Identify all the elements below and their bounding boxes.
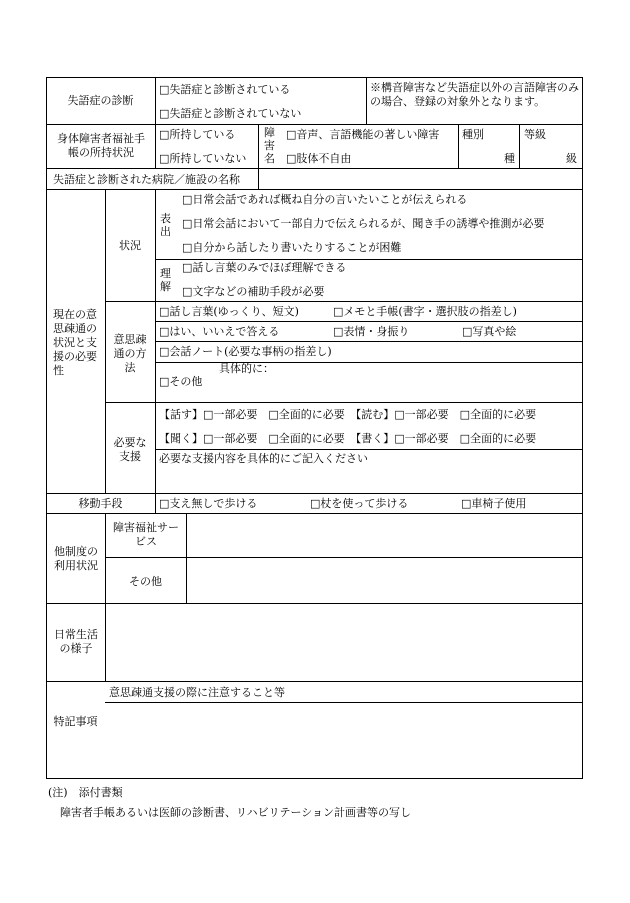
- method-gesture-checkbox[interactable]: □表情・身振り: [333, 325, 410, 338]
- disability-name-label: 障害名: [264, 126, 275, 165]
- method-yesno-checkbox[interactable]: □はい、いいえで答える: [159, 325, 280, 338]
- grade-label: 等級: [524, 128, 546, 141]
- row-line: [46, 168, 583, 169]
- row-line: [46, 493, 583, 494]
- support-label: 必要な支援: [113, 436, 147, 463]
- method-specific-label: 具体的に：: [219, 362, 274, 375]
- mobility-cane-checkbox[interactable]: □杖を使って歩ける: [310, 497, 409, 510]
- expression-label: 表出: [160, 212, 171, 238]
- diagnosis-label: 失語症の診断: [67, 94, 134, 107]
- no-handbook-checkbox[interactable]: □所持していない: [159, 152, 247, 165]
- row-line: [155, 449, 583, 450]
- support-speak-read[interactable]: 【話す】□一部必要 □全面的に必要 【読む】□一部必要 □全面的に必要: [159, 408, 537, 421]
- row-line: [155, 321, 583, 322]
- not-diagnosed-checkbox[interactable]: □失語症と診断されていない: [159, 107, 302, 120]
- row-line: [105, 702, 583, 703]
- method-memo-checkbox[interactable]: □メモと手帳(書字・選択肢の指差し): [333, 305, 517, 318]
- row-line: [46, 681, 583, 682]
- type-unit: 種: [504, 152, 515, 165]
- diagnosis-note: ※構音障害など失語症以外の言語障害のみの場合、登録の対象外となります。: [370, 81, 579, 108]
- status-label: 状況: [119, 239, 141, 252]
- hospital-name-label: 失語症と診断された病院／施設の名称: [53, 173, 240, 186]
- has-handbook-checkbox[interactable]: □所持している: [159, 128, 236, 141]
- col-line: [186, 513, 187, 603]
- comprehension-option-1[interactable]: □話し言葉のみでほぼ理解できる: [182, 261, 347, 274]
- row-line: [155, 341, 583, 342]
- method-other-checkbox[interactable]: □その他: [159, 375, 203, 388]
- col-line: [105, 189, 106, 493]
- type-label: 種別: [462, 128, 484, 141]
- method-label: 意思疎通の方法: [113, 333, 147, 374]
- daily-life-label: 日常生活の様子: [54, 628, 98, 655]
- row-line: [105, 557, 583, 558]
- expression-option-1[interactable]: □日常会話であれば概ね自分の言いたいことが伝えられる: [182, 193, 468, 206]
- method-speech-checkbox[interactable]: □話し言葉(ゆっくり、短文): [159, 305, 299, 318]
- col-line: [258, 124, 259, 189]
- special-notes-label: 特記事項: [53, 715, 98, 728]
- col-line: [519, 124, 520, 168]
- col-line: [366, 77, 367, 124]
- comprehension-label: 理解: [160, 267, 171, 293]
- communication-status-label: 現在の意思疎通の状況と支援の必要性: [53, 308, 97, 377]
- row-line: [46, 189, 583, 190]
- support-detail-prompt: 必要な支援内容を具体的にご記入ください: [159, 452, 368, 465]
- special-notes-sublabel: 意思疎通支援の際に注意すること等: [109, 686, 285, 699]
- row-line: [46, 603, 583, 604]
- other-label: その他: [129, 575, 162, 588]
- handbook-label: 身体障害者福祉手帳の所持状況: [57, 132, 145, 159]
- diagnosed-checkbox[interactable]: □失語症と診断されている: [159, 83, 291, 96]
- method-notebook-checkbox[interactable]: □会話ノート(必要な事柄の指差し): [159, 345, 332, 358]
- col-line: [105, 513, 106, 681]
- speech-disability-checkbox[interactable]: □音声、言語機能の著しい障害: [286, 128, 440, 141]
- attachments-body: 障害者手帳あるいは医師の診断書、リハビリテーション計画書等の写し: [60, 806, 412, 819]
- row-line: [46, 124, 583, 125]
- row-line: [105, 402, 583, 403]
- col-line: [458, 124, 459, 168]
- mobility-label: 移動手段: [78, 497, 123, 510]
- mobility-unassisted-checkbox[interactable]: □支え無しで歩ける: [159, 497, 258, 510]
- expression-option-2[interactable]: □日常会話において一部自力で伝えられるが、聞き手の誘導や推測が必要: [182, 217, 545, 230]
- welfare-services-label: 障害福祉サービス: [113, 521, 179, 548]
- row-line: [105, 301, 583, 302]
- other-systems-label: 他制度の利用状況: [54, 545, 98, 572]
- attachments-title: (注) 添付書類: [48, 786, 123, 799]
- col-line: [155, 77, 156, 168]
- method-picture-checkbox[interactable]: □写真や絵: [462, 325, 517, 338]
- comprehension-option-2[interactable]: □文字などの補助手段が必要: [182, 285, 325, 298]
- row-line: [155, 259, 583, 260]
- row-line: [46, 513, 583, 514]
- expression-option-3[interactable]: □自分から話したり書いたりすることが困難: [182, 241, 402, 254]
- support-listen-write[interactable]: 【聞く】□一部必要 □全面的に必要 【書く】□一部必要 □全面的に必要: [159, 432, 537, 445]
- mobility-wheelchair-checkbox[interactable]: □車椅子使用: [461, 497, 527, 510]
- col-line: [155, 189, 156, 513]
- grade-unit: 級: [566, 152, 577, 165]
- physical-disability-checkbox[interactable]: □肢体不自由: [286, 152, 352, 165]
